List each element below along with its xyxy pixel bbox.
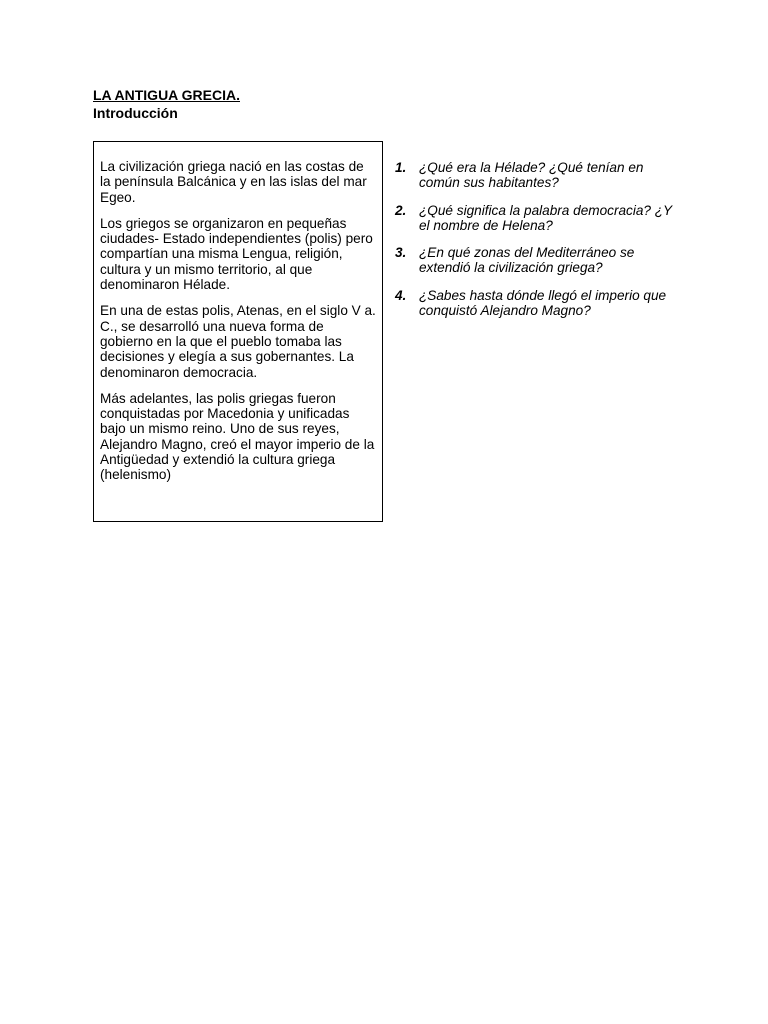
questions-list — [395, 160, 685, 330]
intro-paragraph: Más adelantes, las polis griegas fueron conquistadas por Macedonia y unificadas bajo un mismo reino. Uno de sus reyes, Alejandro Magno, creó el mayor imperio de la Antigüedad y extendió la cultura griega (helenismo) — [100, 390, 375, 483]
page-subtitle: Introducción — [93, 105, 178, 121]
question-item — [395, 288, 685, 319]
question-number: 4. — [395, 287, 407, 303]
question-text: ¿Qué significa la palabra democracia? ¿Y el nombre de Helena? — [419, 202, 672, 233]
question-text: ¿Qué era la Hélade? ¿Qué tenían en común sus habitantes? — [419, 160, 644, 191]
question-number: 3. — [395, 245, 407, 261]
question-item — [395, 203, 685, 234]
question-number: 1. — [395, 160, 407, 175]
question-item — [395, 160, 685, 191]
question-item — [395, 245, 685, 276]
intro-paragraph: Los griegos se organizaron en pequeñas ciudades- Estado independientes (polis) pero compartían una misma Lengua, religión, cultura y un mismo territorio, al que denominaron Hélade. — [100, 215, 373, 293]
intro-paragraph: En una de estas polis, Atenas, en el siglo V a. C., se desarrolló una nueva forma de gobierno en la que el pueblo tomaba las decisiones y elegía a sus gobernantes. La denominaron democracia. — [100, 303, 376, 380]
question-text: ¿En qué zonas del Mediterráneo se extendió la civilización griega? — [419, 245, 635, 276]
page-title: LA ANTIGUA GRECIA. — [93, 87, 240, 103]
question-number: 2. — [395, 202, 407, 218]
intro-text-box — [93, 141, 383, 522]
intro-paragraph: La civilización griega nació en las costas de la península Balcánica y en las islas del mar Egeo. — [100, 159, 367, 205]
question-text: ¿Sabes hasta dónde llegó el imperio que conquistó Alejandro Magno? — [419, 287, 667, 319]
